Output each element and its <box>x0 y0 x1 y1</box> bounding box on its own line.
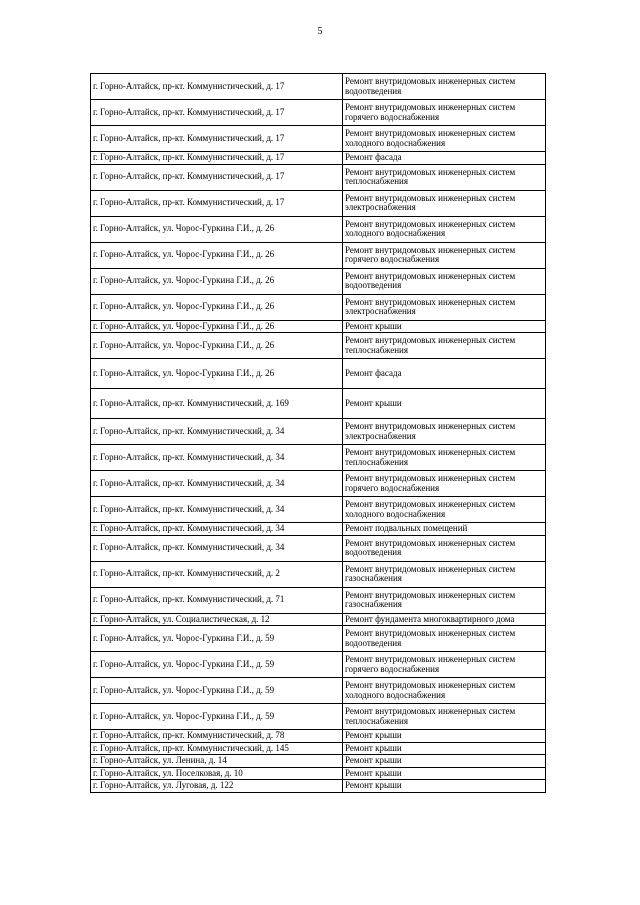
work-type-cell: Ремонт внутридомовых инженерных систем газоснабжения <box>343 587 546 613</box>
table-row <box>91 359 546 389</box>
address-cell: г. Горно-Алтайск, пр-кт. Коммунистический, д. 71 <box>91 587 343 613</box>
work-type-cell: Ремонт крыши <box>343 730 546 743</box>
table-row <box>91 767 546 780</box>
work-type-cell: Ремонт внутридомовых инженерных систем водоотведения <box>343 535 546 561</box>
work-type-cell: Ремонт внутридомовых инженерных систем горячего водоснабжения <box>343 242 546 268</box>
address-cell: г. Горно-Алтайск, пр-кт. Коммунистический, д. 169 <box>91 389 343 419</box>
address-cell: г. Горно-Алтайск, пр-кт. Коммунистический, д. 17 <box>91 74 343 100</box>
page-number: 5 <box>317 26 323 37</box>
table-body <box>91 74 546 793</box>
table-row <box>91 419 546 445</box>
address-cell: г. Горно-Алтайск, пр-кт. Коммунистический, д. 34 <box>91 523 343 536</box>
table-row <box>91 587 546 613</box>
address-cell: г. Горно-Алтайск, ул. Чорос-Гуркина Г.И., д. 59 <box>91 678 343 704</box>
address-cell: г. Горно-Алтайск, ул. Чорос-Гуркина Г.И., д. 26 <box>91 268 343 294</box>
work-type-cell: Ремонт внутридомовых инженерных систем теплоснабжения <box>343 164 546 190</box>
address-cell: г. Горно-Алтайск, пр-кт. Коммунистический, д. 2 <box>91 561 343 587</box>
work-type-cell: Ремонт крыши <box>343 767 546 780</box>
work-type-cell: Ремонт внутридомовых инженерных систем теплоснабжения <box>343 333 546 359</box>
address-cell: г. Горно-Алтайск, пр-кт. Коммунистический, д. 34 <box>91 471 343 497</box>
address-cell: г. Горно-Алтайск, ул. Луговая, д. 122 <box>91 780 343 793</box>
table-row <box>91 74 546 100</box>
address-cell: г. Горно-Алтайск, ул. Чорос-Гуркина Г.И., д. 59 <box>91 704 343 730</box>
address-cell: г. Горно-Алтайск, пр-кт. Коммунистический, д. 34 <box>91 535 343 561</box>
table-row <box>91 164 546 190</box>
work-type-cell: Ремонт внутридомовых инженерных систем электроснабжения <box>343 294 546 320</box>
address-cell: г. Горно-Алтайск, пр-кт. Коммунистический, д. 17 <box>91 126 343 152</box>
work-type-cell: Ремонт крыши <box>343 742 546 755</box>
table-row <box>91 320 546 333</box>
work-type-cell: Ремонт внутридомовых инженерных систем электроснабжения <box>343 419 546 445</box>
address-cell: г. Горно-Алтайск, ул. Чорос-Гуркина Г.И., д. 26 <box>91 333 343 359</box>
table-row <box>91 471 546 497</box>
table-row <box>91 242 546 268</box>
table-row <box>91 561 546 587</box>
address-cell: г. Горно-Алтайск, пр-кт. Коммунистический, д. 17 <box>91 190 343 216</box>
work-type-cell: Ремонт внутридомовых инженерных систем водоотведения <box>343 268 546 294</box>
work-type-cell: Ремонт внутридомовых инженерных систем холодного водоснабжения <box>343 126 546 152</box>
work-type-cell: Ремонт внутридомовых инженерных систем водоотведения <box>343 626 546 652</box>
table-row <box>91 755 546 768</box>
work-type-cell: Ремонт внутридомовых инженерных систем водоотведения <box>343 74 546 100</box>
address-cell: г. Горно-Алтайск, ул. Чорос-Гуркина Г.И., д. 26 <box>91 242 343 268</box>
address-cell: г. Горно-Алтайск, ул. Поселковая, д. 10 <box>91 767 343 780</box>
work-type-cell: Ремонт подвальных помещений <box>343 523 546 536</box>
address-cell: г. Горно-Алтайск, ул. Чорос-Гуркина Г.И., д. 26 <box>91 359 343 389</box>
address-cell: г. Горно-Алтайск, ул. Ленина, д. 14 <box>91 755 343 768</box>
address-cell: г. Горно-Алтайск, пр-кт. Коммунистический, д. 78 <box>91 730 343 743</box>
table-row <box>91 152 546 165</box>
table-row <box>91 730 546 743</box>
work-type-cell: Ремонт внутридомовых инженерных систем газоснабжения <box>343 561 546 587</box>
table-row <box>91 678 546 704</box>
table-row <box>91 216 546 242</box>
work-type-cell: Ремонт внутридомовых инженерных систем теплоснабжения <box>343 445 546 471</box>
address-cell: г. Горно-Алтайск, ул. Чорос-Гуркина Г.И., д. 26 <box>91 294 343 320</box>
address-cell: г. Горно-Алтайск, пр-кт. Коммунистический, д. 34 <box>91 419 343 445</box>
table-row <box>91 535 546 561</box>
table-row <box>91 613 546 626</box>
table-row <box>91 626 546 652</box>
table-row <box>91 268 546 294</box>
address-cell: г. Горно-Алтайск, ул. Чорос-Гуркина Г.И., д. 26 <box>91 320 343 333</box>
work-type-cell: Ремонт крыши <box>343 780 546 793</box>
table-row <box>91 445 546 471</box>
table-row <box>91 652 546 678</box>
table-row <box>91 100 546 126</box>
table-row <box>91 704 546 730</box>
table-row <box>91 780 546 793</box>
table-row <box>91 742 546 755</box>
address-cell: г. Горно-Алтайск, пр-кт. Коммунистический, д. 34 <box>91 445 343 471</box>
address-cell: г. Горно-Алтайск, ул. Социалистическая, д. 12 <box>91 613 343 626</box>
work-type-cell: Ремонт внутридомовых инженерных систем электроснабжения <box>343 190 546 216</box>
work-type-cell: Ремонт внутридомовых инженерных систем горячего водоснабжения <box>343 100 546 126</box>
work-type-cell: Ремонт крыши <box>343 320 546 333</box>
table-row <box>91 523 546 536</box>
work-type-cell: Ремонт внутридомовых инженерных систем холодного водоснабжения <box>343 216 546 242</box>
work-type-cell: Ремонт крыши <box>343 755 546 768</box>
table-row <box>91 389 546 419</box>
work-type-cell: Ремонт фасада <box>343 152 546 165</box>
address-cell: г. Горно-Алтайск, пр-кт. Коммунистический, д. 145 <box>91 742 343 755</box>
table-row <box>91 333 546 359</box>
work-type-cell: Ремонт внутридомовых инженерных систем горячего водоснабжения <box>343 652 546 678</box>
repair-works-table <box>90 73 546 793</box>
address-cell: г. Горно-Алтайск, пр-кт. Коммунистический, д. 17 <box>91 164 343 190</box>
address-cell: г. Горно-Алтайск, пр-кт. Коммунистический, д. 34 <box>91 497 343 523</box>
address-cell: г. Горно-Алтайск, ул. Чорос-Гуркина Г.И., д. 59 <box>91 652 343 678</box>
work-type-cell: Ремонт внутридомовых инженерных систем холодного водоснабжения <box>343 497 546 523</box>
table-row <box>91 294 546 320</box>
work-type-cell: Ремонт крыши <box>343 389 546 419</box>
address-cell: г. Горно-Алтайск, ул. Чорос-Гуркина Г.И., д. 26 <box>91 216 343 242</box>
work-type-cell: Ремонт внутридомовых инженерных систем холодного водоснабжения <box>343 678 546 704</box>
address-cell: г. Горно-Алтайск, пр-кт. Коммунистический, д. 17 <box>91 152 343 165</box>
table-row <box>91 190 546 216</box>
work-type-cell: Ремонт внутридомовых инженерных систем теплоснабжения <box>343 704 546 730</box>
address-cell: г. Горно-Алтайск, ул. Чорос-Гуркина Г.И., д. 59 <box>91 626 343 652</box>
work-type-cell: Ремонт фундамента многоквартирного дома <box>343 613 546 626</box>
work-type-cell: Ремонт фасада <box>343 359 546 389</box>
work-type-cell: Ремонт внутридомовых инженерных систем горячего водоснабжения <box>343 471 546 497</box>
table-row <box>91 126 546 152</box>
table-row <box>91 497 546 523</box>
address-cell: г. Горно-Алтайск, пр-кт. Коммунистический, д. 17 <box>91 100 343 126</box>
